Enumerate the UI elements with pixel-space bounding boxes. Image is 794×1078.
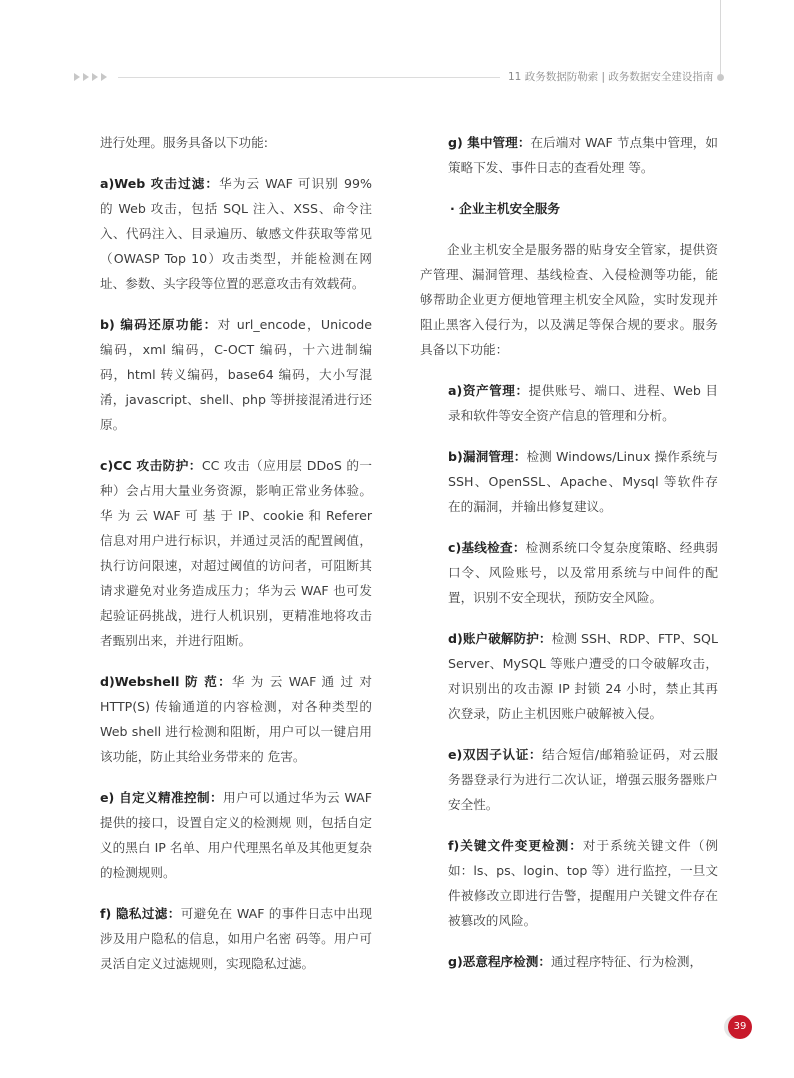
list-item: c)基线检查：检测系统口令复杂度策略、经典弱口令、风险账号，以及常用系统与中间件的配置，识别不安全现状，预防安全风险。	[448, 540, 719, 605]
paragraph: e) 自定义精准控制：用户可以通过华为云 WAF 提供的接口，设置自定义的检测规 则，包括自定义的黑白 IP 名单、用户代理黑名单及其他更复杂的检测规则。	[100, 790, 372, 880]
paragraph: g) 集中管理：在后端对 WAF 节点集中管理，如策略下发、事件日志的查看处理 等。	[448, 135, 718, 175]
header-vertical-rule	[720, 0, 721, 74]
arrow-icon	[74, 73, 80, 81]
header-dot	[717, 74, 724, 81]
list-item: d)账户破解防护：检测 SSH、RDP、FTP、SQL Server、MySQL 等账户遭受的口令破解攻击，对识别出的攻击源 IP 封锁 24 小时，禁止其再次登录，防止主机因账户破解被入侵。	[448, 631, 718, 721]
list-item: f)关键文件变更检测：对于系统关键文件（例如：ls、ps、login、top 等）进行监控，一旦文件被修改立即进行告警，提醒用户关键文件存在被篡改的风险。	[448, 838, 718, 928]
right-column	[420, 130, 718, 990]
paragraph: d)Webshell 防 范：华 为 云 WAF 通 过 对 HTTP(S) 传输通道的内容检测，对各种类型的 Web shell 进行检测和阻断，用户可以一键启用该功能，防止其给业务带来的 危害。	[100, 674, 372, 764]
list-item: g)恶意程序检测：通过程序特征、行为检测，	[448, 954, 703, 969]
left-column	[100, 130, 372, 992]
page-number-badge: 39	[728, 1015, 752, 1039]
arrow-icon	[83, 73, 89, 81]
list-item: a)资产管理：提供账号、端口、进程、Web 目录和软件等安全资产信息的管理和分析。	[448, 383, 718, 423]
header-section-title: 11 政务数据防勒索 | 政务数据安全建设指南	[508, 71, 714, 83]
intro-paragraph: 企业主机安全是服务器的贴身安全管家，提供资产管理、漏洞管理、基线检查、入侵检测等功能，能够帮助企业更方便地管理主机安全风险，实时发现并阻止黑客入侵行为，以及满足等保合规的要求。服务具备以下功能：	[420, 242, 718, 357]
paragraph: 进行处理。服务具备以下功能:	[100, 135, 268, 150]
arrow-icon	[92, 73, 98, 81]
paragraph: c)CC 攻击防护：CC 攻击（应用层 DDoS 的一种）会占用大量业务资源，影响正常业务体验。华 为 云 WAF 可 基 于 IP、cookie 和 Referer 信息对用户进行标识，并通过灵活的配置阈值，执行访问限速，对超过阈值的访问者，可阻断其请求避免对业务造成压力；华为云 WAF 也可发起验证码挑战，进行人机识别，更精准地将攻击者甄别出来，并进行阻断。	[100, 458, 372, 648]
list-item: b)漏洞管理：检测 Windows/Linux 操作系统与 SSH、OpenSSL、Apache、Mysql 等软件存在的漏洞，并输出修复建议。	[448, 449, 718, 514]
paragraph: a)Web 攻击过滤：华为云 WAF 可识别 99% 的 Web 攻击，包括 SQL 注入、XSS、命令注入、代码注入、目录遍历、敏感文件获取等常见（OWASP Top 10）攻击类型，并能检测在网址、参数、头字段等位置的恶意攻击有效载荷。	[100, 176, 373, 291]
paragraph: f) 隐私过滤：可避免在 WAF 的事件日志中出现涉及用户隐私的信息，如用户名密 码等。用户可灵活自定义过滤规则，实现隐私过滤。	[100, 906, 372, 971]
arrow-icon	[101, 73, 107, 81]
header-arrows	[74, 73, 107, 81]
paragraph: b) 编码还原功能：对 url_encode，Unicode 编码，xml 编码，C-OCT 编码，十六进制编码，html 转义编码，base64 编码，大小写混淆，javascript、shell、php 等拼接混淆进行还原。	[100, 317, 372, 432]
header-divider	[118, 77, 500, 78]
list-item: e)双因子认证：结合短信/邮箱验证码，对云服务器登录行为进行二次认证，增强云服务器账户安全性。	[448, 747, 718, 812]
section-subheading: · 企业主机安全服务	[450, 201, 560, 216]
